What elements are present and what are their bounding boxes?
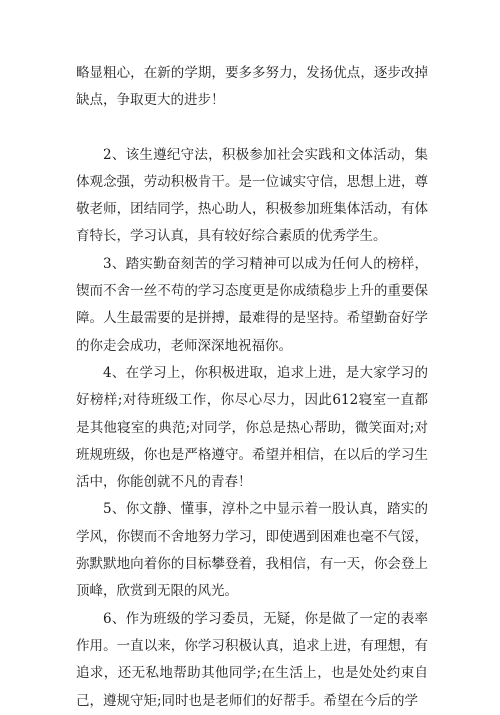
- paragraph-comment-5: 5、你文静、懂事，淳朴之中显示着一股认真，踏实的学风，你锲而不舍地努力学习，即使遇到困难也毫不气馁，弥默默地向着你的目标攀登着，我相信，有一天，你会登上顶峰，欣赏到无限的风光。: [76, 501, 428, 600]
- paragraph-comment-4: 4、在学习上，你积极进取，追求上进，是大家学习的好榜样;对待班级工作，你尽心尽力，因此612寝室一直都是其他寝室的典范;对同学，你总是热心帮助，微笑面对;对班规班级，你也是严格遵守。希望并相信，在以后的学习生活中，你能创就不凡的青春！: [76, 364, 428, 491]
- paragraph-comment-6: 6、作为班级的学习委员，无疑，你是做了一定的表率作用。一直以来，你学习积极认真，追求上进，有理想，有追求，还无私地帮助其他同学;在生活上，也是处处约束自己，遵规守矩;同时也是老师们的好帮手。希望在今后的学: [76, 610, 428, 709]
- document-body: [76, 60, 428, 715]
- paragraph-comment-3: 3、踏实勤奋刻苦的学习精神可以成为任何人的榜样，锲而不舍一丝不苟的学习态度更是你成绩稳步上升的重要保障。人生最需要的是拼搏，最难得的是坚持。希望勤奋好学的你走会成功，老师深深地祝福你。: [76, 255, 428, 354]
- paragraph-comment-2: 2、该生遵纪守法，积极参加社会实践和文体活动，集体观念强，劳动积极肯干。是一位诚实守信，思想上进，尊敬老师，团结同学，热心助人，积极参加班集体活动，有体育特长，学习认真，具有较好综合素质的优秀学生。: [76, 146, 428, 245]
- paragraph-continuation: 略显粗心，在新的学期，要多多努力，发扬优点，逐步改掉缺点，争取更大的进步！: [76, 65, 428, 109]
